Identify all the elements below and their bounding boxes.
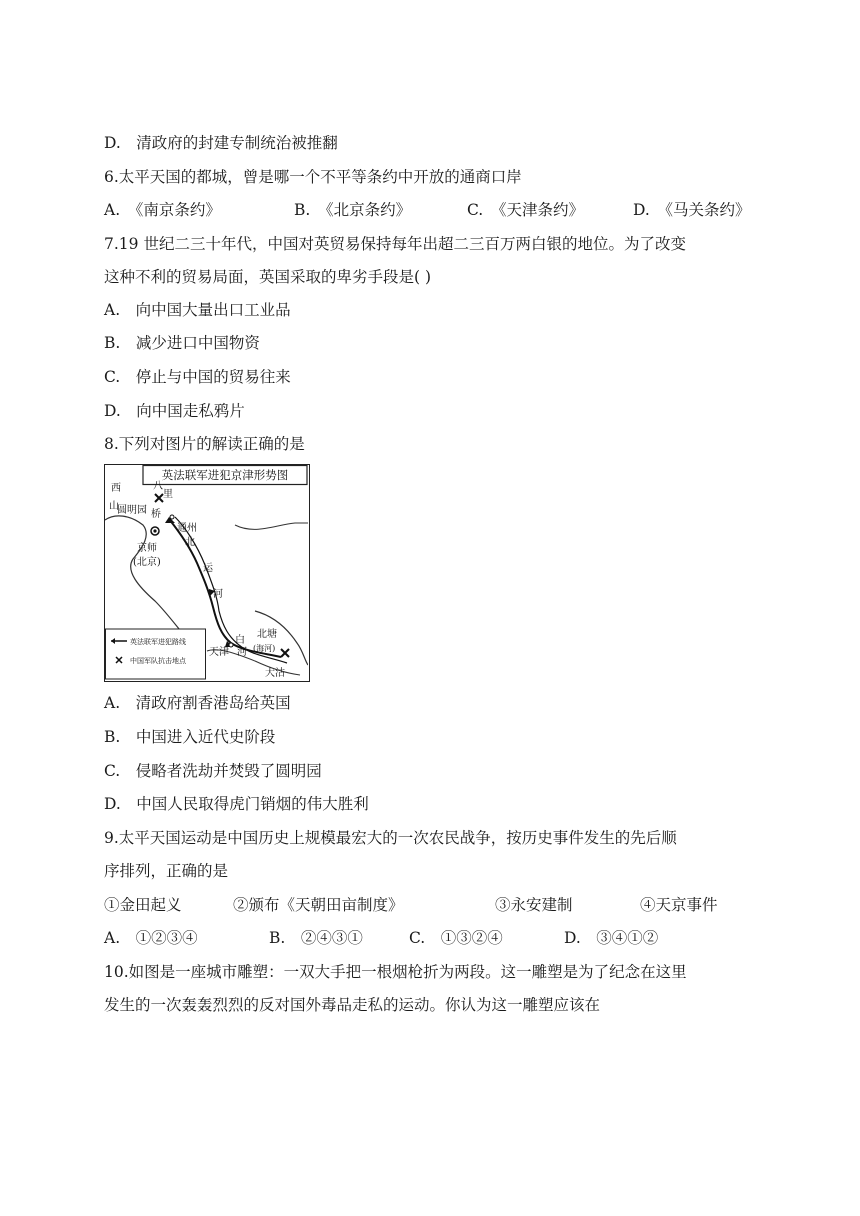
q7-option-b: B. 减少进口中国物资 xyxy=(104,334,260,352)
label-yunhe-2: 河 xyxy=(213,589,223,600)
q9-event-4: ④天京事件 xyxy=(640,896,718,914)
label-baliqiao-3: 桥 xyxy=(151,509,161,520)
label-haihe: (海河) xyxy=(253,644,276,653)
q7-option-c: C. 停止与中国的贸易往来 xyxy=(104,368,291,386)
q7-stem-line1: 7.19 世纪二三十年代，中国对英贸易保持每年出超二三百万两白银的地位。为了改变 xyxy=(104,235,686,253)
q6-stem: 6.太平天国的都城，曾是哪一个不平等条约中开放的通商口岸 xyxy=(104,168,522,186)
q9-options xyxy=(104,927,704,949)
q7-stem-line2: 这种不利的贸易局面，英国采取的卑劣手段是( ) xyxy=(104,268,432,286)
q7-option-a: A. 向中国大量出口工业品 xyxy=(104,301,291,319)
q9-option-d: D. ③④①② xyxy=(564,929,659,947)
q10-stem-line2: 发生的一次轰轰烈烈的反对国外毒品走私的运动。你认为这一雕塑应该在 xyxy=(104,996,601,1014)
q9-event-1: ①金田起义 xyxy=(104,896,182,914)
q6-option-d: D. 《马关条约》 xyxy=(633,201,751,219)
q6-option-a: A. 《南京条约》 xyxy=(104,201,221,219)
label-beijing: (北京) xyxy=(133,557,161,568)
legend-battle: 中国军队抗击地点 xyxy=(130,657,186,665)
label-dagu: 大沽 xyxy=(265,668,285,679)
q8-option-c: C. 侵略者洗劫并焚毁了圆明园 xyxy=(104,762,322,780)
q8-option-b: B. 中国进入近代史阶段 xyxy=(104,728,276,746)
q9-option-a: A. ①②③④ xyxy=(104,929,198,947)
q8-map-figure xyxy=(104,464,310,682)
label-beitang: 北塘 xyxy=(257,629,277,640)
battle-marker-dagu xyxy=(281,649,289,657)
q9-event-3: ③永安建制 xyxy=(495,896,573,914)
q9-stem-line2: 序排列，正确的是 xyxy=(104,862,229,880)
q5-option-d: D. 清政府的封建专制统治被推翻 xyxy=(104,134,338,152)
q9-events xyxy=(104,894,744,916)
label-baihe-1: 白 xyxy=(235,635,245,646)
label-baihe-2: 河 xyxy=(237,647,247,658)
q8-option-a: A. 清政府割香港岛给英国 xyxy=(104,694,291,712)
label-yunhe-1: 运 xyxy=(203,563,213,574)
legend-route: 英法联军进犯路线 xyxy=(130,638,186,646)
battle-marker-baliqiao xyxy=(155,494,163,502)
q9-option-c: C. ①③②④ xyxy=(409,929,503,947)
map-legend xyxy=(106,629,206,679)
q9-option-b: B. ②④③① xyxy=(269,929,363,947)
q10-stem-line1: 10.如图是一座城市雕塑：一双大手把一根烟枪折为两段。这一雕塑是为了纪念在这里 xyxy=(104,963,687,981)
label-jingshi: 京师 xyxy=(137,543,157,554)
label-tongzhou-2: 北 xyxy=(185,537,195,548)
label-xishan-1: 西 xyxy=(111,483,121,494)
q8-stem: 8.下列对图片的解读正确的是 xyxy=(104,435,305,453)
label-xishan-2: 山 xyxy=(109,501,119,512)
label-tianjin: 天津 xyxy=(209,647,229,658)
q6-option-b: B. 《北京条约》 xyxy=(294,201,412,219)
label-tongzhou-1: 通州 xyxy=(177,523,197,534)
label-baliqiao-1: 八 xyxy=(153,481,163,492)
label-yuanmingyuan: 圆明园 xyxy=(117,505,147,516)
q7-option-d: D. 向中国走私鸦片 xyxy=(104,402,245,420)
q6-options xyxy=(104,199,784,221)
q9-stem-line1: 9.太平天国运动是中国历史上规模最宏大的一次农民战争，按历史事件发生的先后顺 xyxy=(104,829,677,847)
q6-option-c: C. 《天津条约》 xyxy=(467,201,584,219)
label-baliqiao-2: 里 xyxy=(163,489,173,500)
q8-option-d: D. 中国人民取得虎门销烟的伟大胜利 xyxy=(104,795,369,813)
q9-event-2: ②颁布《天朝田亩制度》 xyxy=(233,896,404,914)
map-title: 英法联军进犯京津形势图 xyxy=(161,468,289,482)
